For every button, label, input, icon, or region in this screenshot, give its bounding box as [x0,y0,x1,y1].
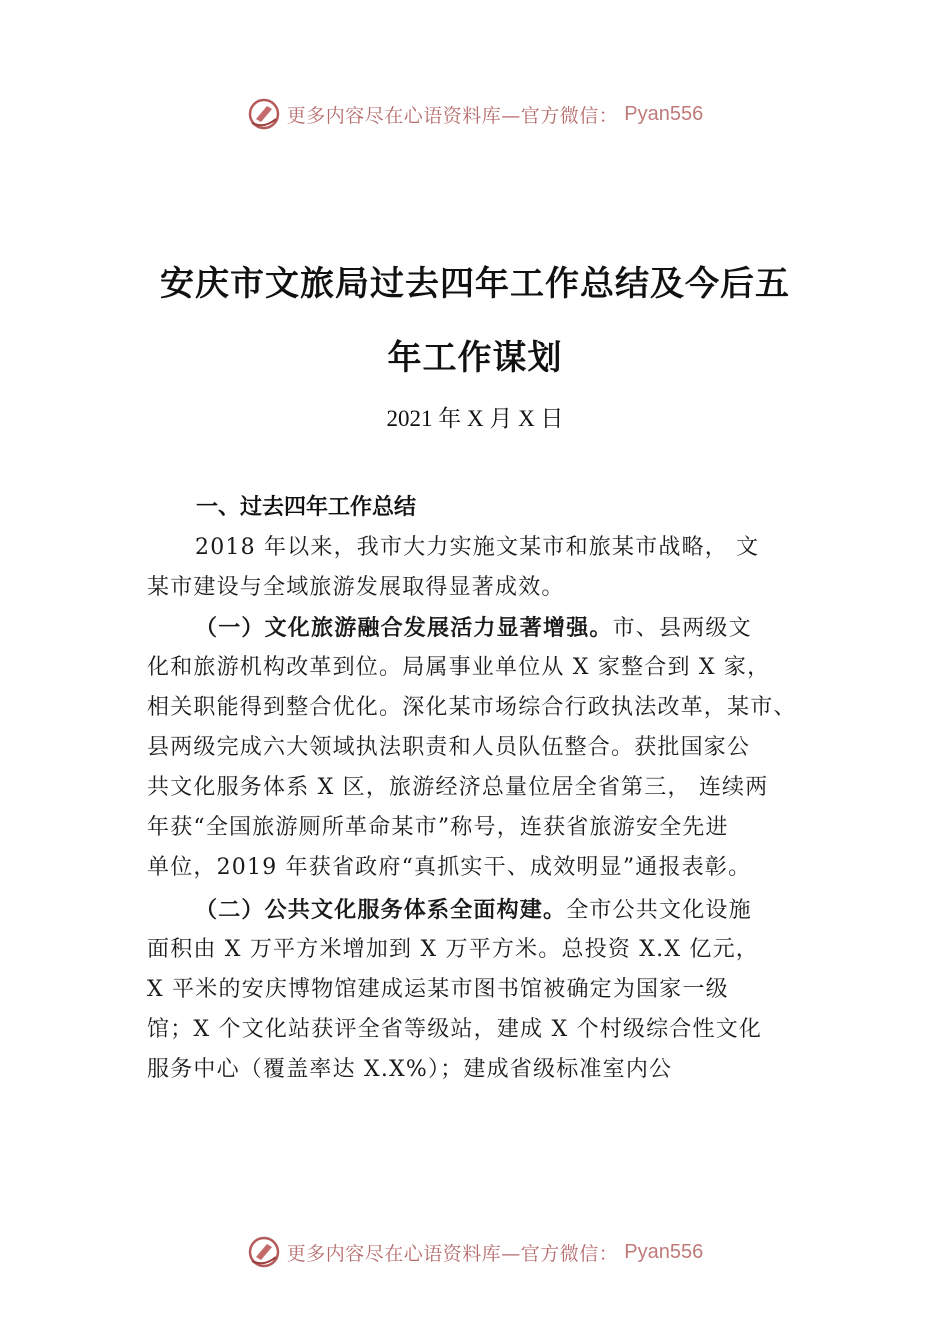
paragraph-line-text: 全市公共文化设施 [566,898,752,923]
paragraph-line: 2018 年以来，我市大力实施文某市和旅某市战略， 文 [195,535,760,560]
paragraph-line [147,890,807,930]
paragraph-lead-bold: （一）文化旅游融合发展活力显著增强。 [195,615,613,641]
watermark-wechat-id: Pyan556 [624,1240,704,1263]
watermark-logo-icon [247,97,281,131]
document-title-line-1: 安庆市文旅局过去四年工作总结及今后五 [160,264,790,304]
paragraph-line: 服务中心（覆盖率达 X.X%）；建成省级标准室内公 [147,1057,673,1082]
watermark-text: 更多内容尽在心语资料库—官方微信： [286,104,619,127]
paragraph-line: 县两级完成六大领域执法职责和人员队伍整合。获批国家公 [147,735,751,760]
paragraph-line: 共文化服务体系 X 区，旅游经济总量位居全省第三， 连续两 [147,775,769,800]
watermark-footer [0,1232,950,1272]
watermark-logo-icon [247,1235,281,1269]
document-title-line-2: 年工作谋划 [387,338,563,378]
watermark-text: 更多内容尽在心语资料库—官方微信： [286,1242,619,1265]
paragraph-line: 面积由 X 万平方米增加到 X 万平方米。总投资 X.X 亿元， [147,937,760,962]
paragraph-line: 某市建设与全域旅游发展取得显著成效。 [147,575,565,600]
paragraph-line: 单位，2019 年获省政府“真抓实干、成效明显”通报表彰。 [147,855,752,880]
watermark-wechat-id: Pyan556 [624,102,704,125]
paragraph-public-culture [147,890,807,1090]
paragraph-line: 相关职能得到整合优化。深化某市场综合行政执法改革，某市、 [147,695,797,720]
paragraph-lead-bold: （二）公共文化服务体系全面构建。 [195,897,567,923]
paragraph-line: 年获“全国旅游厕所革命某市”称号，连获省旅游安全先进 [147,815,729,840]
paragraph-line: 化和旅游机构改革到位。局属事业单位从 X 家整合到 X 家， [147,655,771,680]
paragraph-line-text: 市、县两级文 [612,616,752,641]
paragraph-intro [147,528,807,608]
paragraph-line [147,608,807,648]
paragraph-culture-tourism [147,608,807,888]
paragraph-line: 馆；X 个文化站获评全省等级站，建成 X 个村级综合性文化 [147,1017,763,1042]
watermark-header [0,94,950,134]
section-heading: 一、过去四年工作总结 [196,495,417,520]
document-date: 2021 年 X 月 X 日 [386,406,564,431]
paragraph-line: X 平米的安庆博物馆建成运某市图书馆被确定为国家一级 [147,977,729,1002]
